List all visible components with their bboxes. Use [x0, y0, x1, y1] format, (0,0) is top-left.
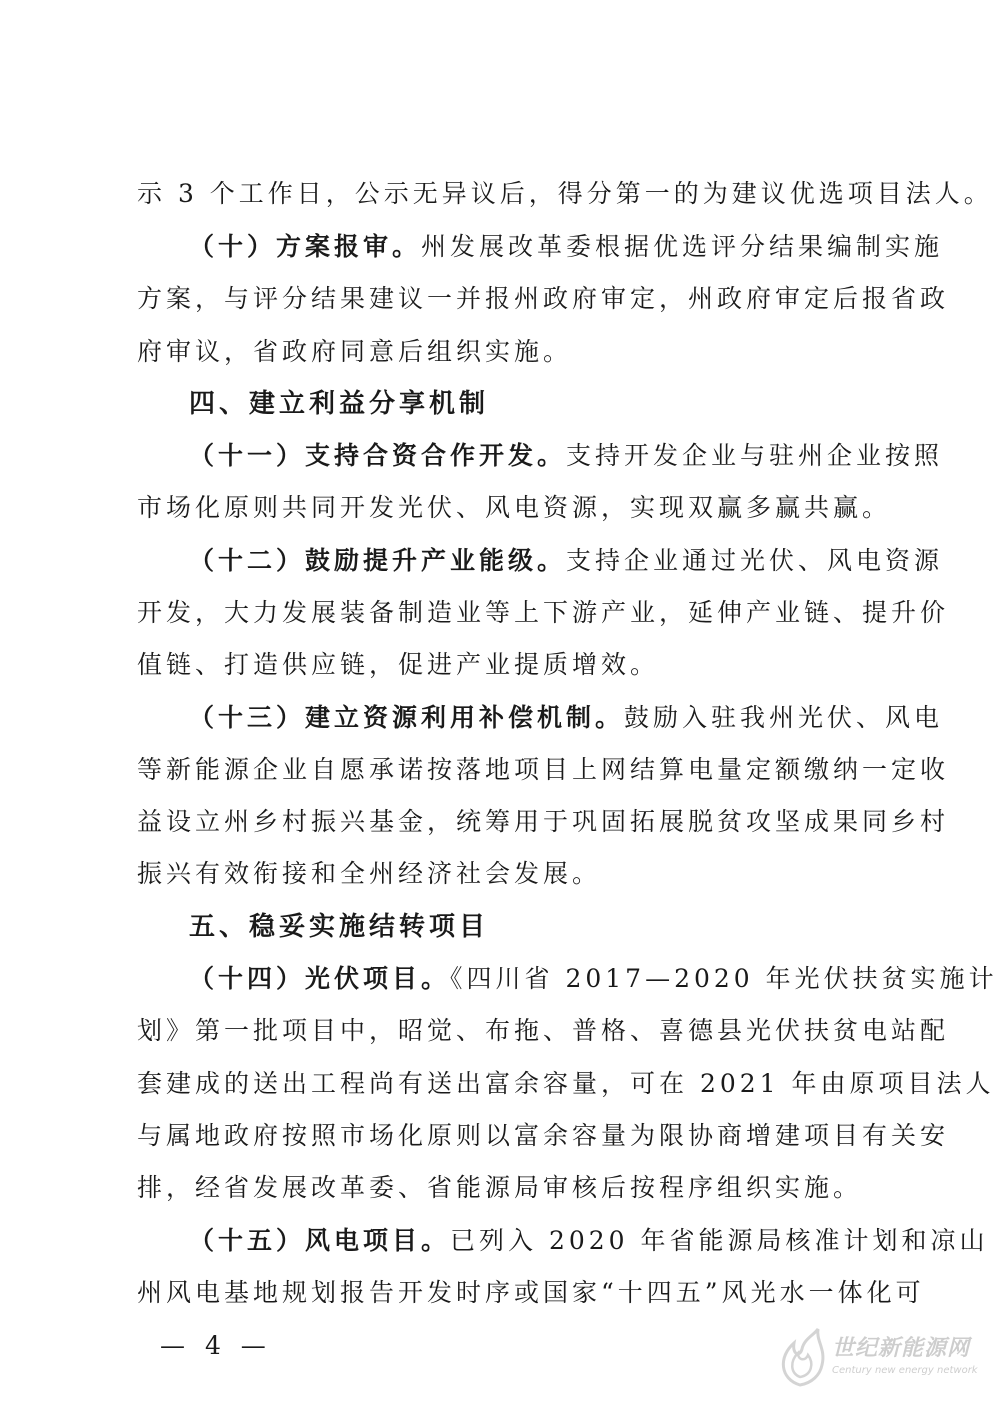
text-line: 府审议，省政府同意后组织实施。: [137, 337, 573, 366]
flame-logo-icon: [770, 1327, 834, 1391]
text-line: 开发，大力发展装备制造业等上下游产业，延伸产业链、提升价: [137, 598, 950, 627]
text-line: 与属地政府按照市场化原则以富余容量为限协商增建项目有关安: [137, 1121, 950, 1150]
paragraph-text: 支持企业通过光伏、风电资源: [566, 546, 944, 575]
section-heading: 五、稳妥实施结转项目: [189, 912, 490, 942]
page-number: — 4 —: [160, 1331, 272, 1360]
paragraph-10: [189, 231, 944, 263]
text-line: 排，经省发展改革委、省能源局审核后按程序组织实施。: [137, 1173, 863, 1202]
paragraph-lead: （十二）鼓励提升产业能级。: [189, 546, 567, 575]
paragraph-text: 支持开发企业与驻州企业按照: [566, 441, 944, 470]
watermark-name: 世纪新能源网: [832, 1336, 971, 1361]
paragraph-13: [189, 702, 944, 734]
text-line: 值链、打造供应链，促进产业提质增效。: [137, 650, 660, 679]
text-line: 振兴有效衔接和全州经济社会发展。: [137, 859, 602, 888]
paragraph-text: 鼓励入驻我州光伏、风电: [624, 703, 944, 732]
text-line: 益设立州乡村振兴基金，统筹用于巩固拓展脱贫攻坚成果同乡村: [137, 807, 950, 836]
text-line: 方案，与评分结果建议一并报州政府审定，州政府审定后报省政: [137, 284, 950, 313]
text-line: 划》第一批项目中，昭觉、布拖、普格、喜德县光伏扶贫电站配: [137, 1016, 950, 1045]
paragraph-lead: （十一）支持合资合作开发。: [189, 441, 567, 470]
paragraph-15: [189, 1225, 989, 1257]
paragraph-lead: （十五）风电项目。: [189, 1226, 451, 1255]
paragraph-lead: （十）方案报审。: [189, 232, 422, 261]
section-heading: 四、建立利益分享机制: [189, 389, 490, 419]
paragraph-11: [189, 440, 944, 472]
text-line: 等新能源企业自愿承诺按落地项目上网结算电量定额缴纳一定收: [137, 755, 950, 784]
paragraph-lead: （十四）光伏项目。: [189, 964, 451, 993]
watermark: [770, 1325, 982, 1399]
watermark-subtitle: Century new energy network: [832, 1365, 978, 1376]
paragraph-14: [189, 963, 998, 995]
text-line: 州风电基地规划报告开发时序或国家“十四五”风光水一体化可: [137, 1278, 925, 1307]
paragraph-12: [189, 545, 944, 577]
text-line: 套建成的送出工程尚有送出富余容量，可在 2021 年由原项目法人: [137, 1069, 995, 1098]
text-line: 示 3 个工作日，公示无异议后，得分第一的为建议优选项目法人。: [137, 179, 993, 208]
paragraph-text: 《四川省 2017—2020 年光伏扶贫实施计: [450, 964, 998, 993]
paragraph-text: 州发展改革委根据优选评分结果编制实施: [421, 232, 944, 261]
text-line: 市场化原则共同开发光伏、风电资源，实现双赢多赢共赢。: [137, 493, 892, 522]
paragraph-lead: （十三）建立资源利用补偿机制。: [189, 703, 625, 732]
paragraph-text: 已列入 2020 年省能源局核准计划和凉山: [450, 1226, 989, 1255]
